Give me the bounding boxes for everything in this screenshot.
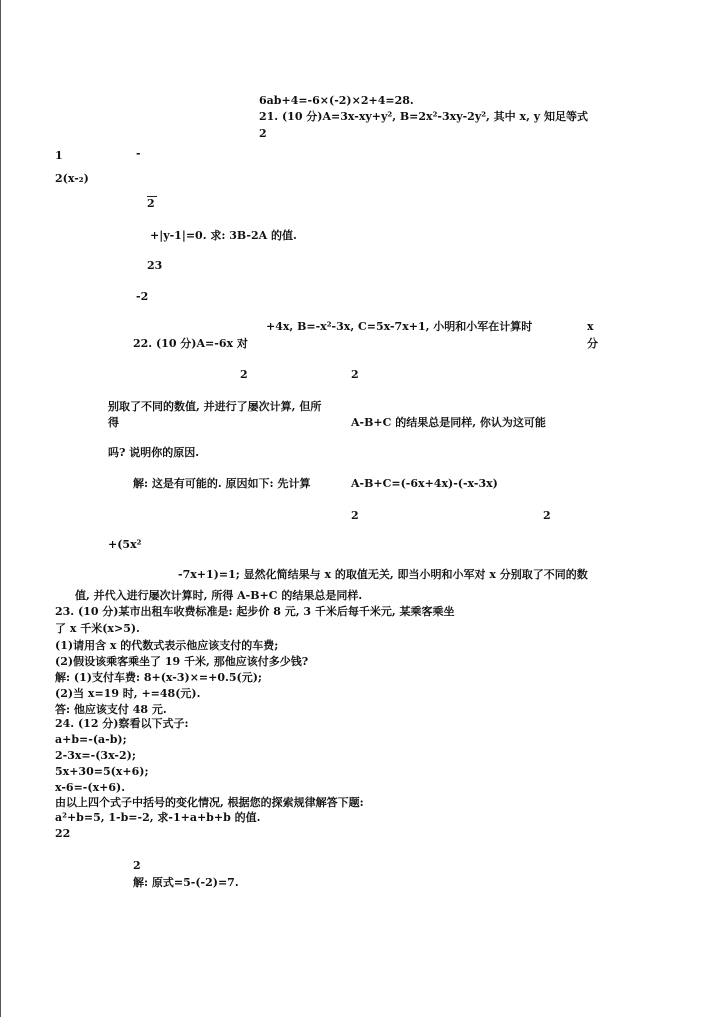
problem-24-statement: 24. (12 分)察看以下式子:	[55, 717, 189, 730]
problem-23-statement: 23. (10 分)某市出租车收费标准是: 起步价 8 元, 3 千米后每千米元, 某乘客乘坐	[55, 605, 455, 618]
problem-22-text-2: 别取了不同的数值, 并进行了屡次计算, 但所	[108, 400, 322, 413]
exponent-2-c: 2	[351, 509, 359, 522]
exponent-2-e: 2	[133, 859, 141, 872]
solution-plus-5x2: +(5x²	[108, 538, 142, 551]
solution-line-6ab: 6ab+4=-6×(-2)×2+4=28.	[259, 94, 414, 107]
problem-24-eq-4: x-6=-(x+6).	[55, 781, 126, 794]
problem-24-eq-2: 2-3x=-(3x-2);	[55, 749, 136, 762]
problem-22-x: x	[587, 320, 594, 333]
solution-simplified: -7x+1)=1; 显然化简结果与 x 的取值无关, 即当小明和小军对 x 分别取了不同的数	[178, 568, 588, 581]
problem-22-de: 得	[108, 416, 119, 429]
problem-22-solution-start: 解: 这是有可能的. 原因如下: 先计算	[133, 477, 311, 490]
page-left-edge	[0, 0, 1, 1017]
expression-2x-minus: 2(x-₂)	[55, 172, 89, 185]
problem-24-instruction: 由以上四个式子中括号的变化情况, 根据您的探索规律解答下题:	[55, 796, 364, 809]
problem-23-solution-2: (2)当 x=19 时, +=48(元).	[55, 687, 201, 700]
fraction-numerator-1: 1	[55, 149, 63, 162]
minus-sign: -	[136, 147, 141, 160]
problem-21-statement: 21. (10 分)A=3x-xy+y², B=2x²-3xy-2y², 其中 x, y 知足等式	[259, 110, 588, 123]
solution-conclusion: 值, 并代入进行屡次计算时, 所得 A-B+C 的结果总是同样.	[75, 589, 363, 602]
problem-21-condition: +|y-1|=0. 求: 3B-2A 的值.	[150, 229, 297, 242]
problem-22-solution-expression: A-B+C=(-6x+4x)-(-x-3x)	[351, 477, 498, 490]
exponent-2-a: 2	[240, 368, 248, 381]
exponent-23: 23	[147, 259, 163, 272]
problem-22-fen: 分	[587, 337, 598, 350]
problem-24-question: a²+b=5, 1-b=-2, 求-1+a+b+b 的值.	[55, 811, 261, 824]
problem-23-solution-1: 解: (1)支付车费: 8+(x-3)×=+0.5(元);	[55, 671, 262, 684]
problem-23-answer: 答: 他应该支付 48 元.	[55, 703, 167, 716]
problem-22-statement: 22. (10 分)A=-6x 对	[133, 337, 248, 350]
problem-21-fraction-digit: 2	[259, 127, 267, 140]
problem-24-eq-3: 5x+30=5(x+6);	[55, 765, 149, 778]
problem-24-solution: 解: 原式=5-(-2)=7.	[133, 876, 239, 889]
exponent-22: 22	[55, 827, 71, 840]
problem-23-distance: 了 x 千米(x>5).	[55, 622, 140, 635]
exponent-2-d: 2	[543, 509, 551, 522]
fraction-denominator-2: 2	[147, 197, 155, 210]
problem-23-part-2: (2)假设该乘客乘坐了 19 千米, 那他应该付多少钱?	[55, 655, 309, 668]
exponent-2-b: 2	[351, 368, 359, 381]
value-minus-2: -2	[136, 290, 149, 303]
problem-23-part-1: (1)请用含 x 的代数式表示他应该支付的车费;	[55, 639, 279, 652]
problem-24-eq-1: a+b=-(a-b);	[55, 733, 127, 746]
problem-22-expressions: +4x, B=-x²-3x, C=5x-7x+1, 小明和小军在计算时	[266, 320, 533, 333]
problem-22-question: 吗? 说明你的原因.	[108, 446, 200, 459]
problem-22-text-3: A-B+C 的结果总是同样, 你认为这可能	[351, 416, 546, 429]
